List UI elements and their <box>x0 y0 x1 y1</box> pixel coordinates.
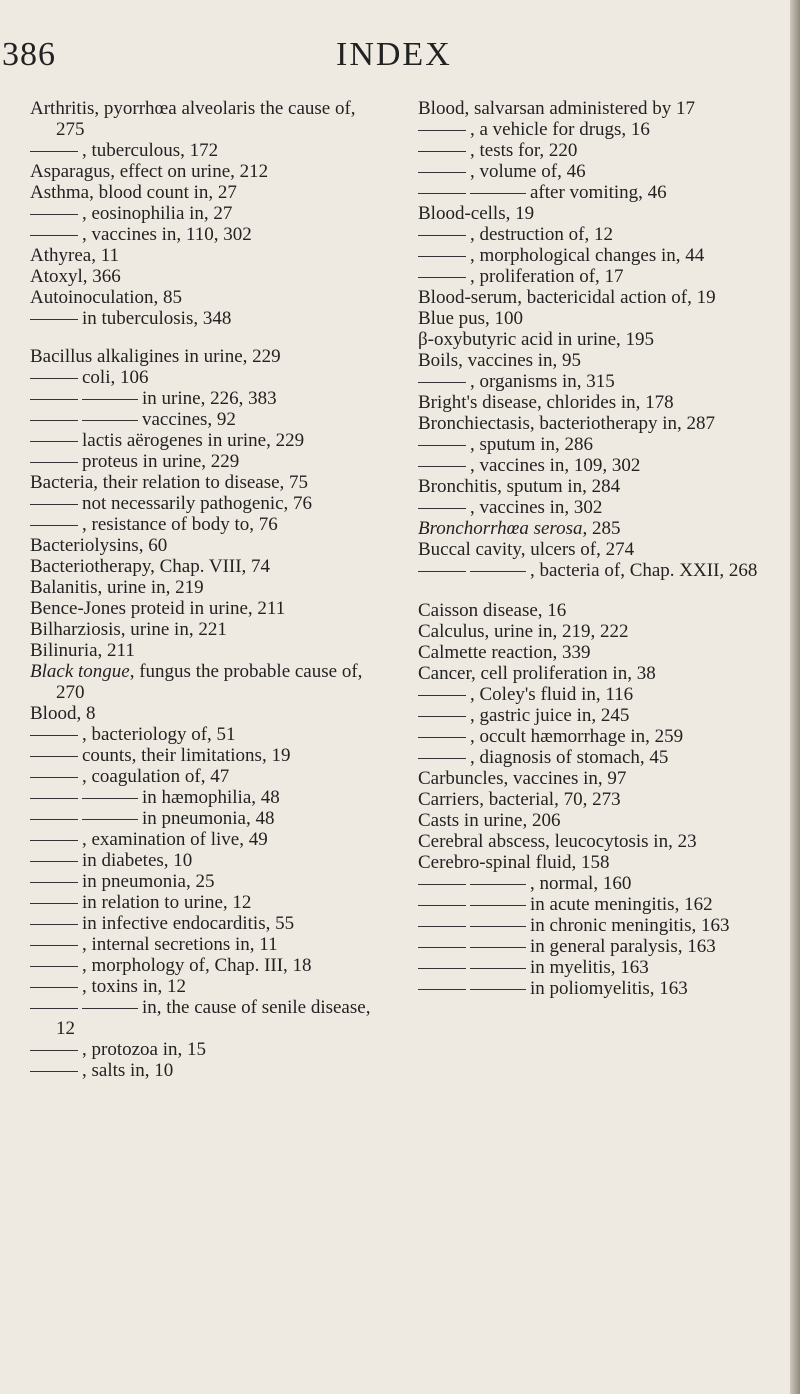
entry-text: not necessarily pathogenic, 76 <box>82 493 313 514</box>
entry-text: , vaccines in, 302 <box>470 497 603 518</box>
index-entry <box>30 745 380 766</box>
entry-text: , morphological changes in, 44 <box>470 245 705 266</box>
repeat-dash <box>30 819 78 820</box>
index-entry <box>30 367 380 388</box>
entry-text: Athyrea, 11 <box>30 245 119 266</box>
index-entry <box>418 768 770 789</box>
index-entry <box>30 871 380 892</box>
index-entry <box>418 476 770 497</box>
entry-text: coli, 106 <box>82 367 149 388</box>
entry-text: in relation to urine, 12 <box>82 892 252 913</box>
index-entry <box>418 705 770 726</box>
index-entry <box>30 430 380 451</box>
entry-text: Asthma, blood count in, 27 <box>30 182 237 203</box>
index-entry <box>30 203 380 224</box>
entry-text: Bacteria, their relation to disease, 75 <box>30 472 309 493</box>
index-entry <box>30 934 380 955</box>
entry-text: , volume of, 46 <box>470 161 586 182</box>
entry-text: , resistance of body to, 76 <box>82 514 278 535</box>
entry-text: , tuberculous, 172 <box>82 140 219 161</box>
repeat-dash <box>82 1008 138 1009</box>
index-entry <box>418 119 770 140</box>
index-entry <box>418 978 770 999</box>
index-entry <box>418 747 770 768</box>
repeat-dash <box>82 420 138 421</box>
repeat-dash <box>418 695 466 696</box>
repeat-dash <box>418 884 466 885</box>
repeat-dash <box>30 861 78 862</box>
entry-text: , organisms in, 315 <box>470 371 615 392</box>
index-entry <box>418 873 770 894</box>
entry-text: Bacteriolysins, 60 <box>30 535 168 556</box>
index-entry <box>30 514 380 535</box>
entry-text: after vomiting, 46 <box>530 182 667 203</box>
repeat-dash <box>82 819 138 820</box>
entry-text: Cancer, cell proliferation in, 38 <box>418 663 656 684</box>
index-entry <box>418 621 770 642</box>
repeat-dash <box>418 508 466 509</box>
repeat-dash <box>418 130 466 131</box>
index-entry <box>418 245 770 266</box>
index-entry <box>30 98 380 140</box>
index-entry <box>30 850 380 871</box>
repeat-dash <box>30 924 78 925</box>
repeat-dash <box>418 758 466 759</box>
repeat-dash <box>418 382 466 383</box>
repeat-dash <box>30 378 78 379</box>
entry-text: , gastric juice in, 245 <box>470 705 630 726</box>
repeat-dash <box>470 926 526 927</box>
repeat-dash <box>418 445 466 446</box>
index-entry <box>418 936 770 957</box>
entry-text: Casts in urine, 206 <box>418 810 561 831</box>
index-entry <box>418 789 770 810</box>
repeat-dash <box>418 716 466 717</box>
index-entry <box>418 182 770 203</box>
repeat-dash <box>30 966 78 967</box>
index-entry <box>418 642 770 663</box>
entry-text: , a vehicle for drugs, 16 <box>470 119 650 140</box>
entry-text: proteus in urine, 229 <box>82 451 240 472</box>
repeat-dash <box>470 989 526 990</box>
entry-text: Calmette reaction, 339 <box>418 642 591 663</box>
entry-text: in chronic meningitis, 163 <box>530 915 730 936</box>
entry-text: lactis aërogenes in urine, 229 <box>82 430 305 451</box>
repeat-dash <box>30 214 78 215</box>
repeat-dash <box>30 151 78 152</box>
page-number: 386 <box>2 36 56 73</box>
entry-text: Blood-serum, bactericidal action of, 19 <box>418 287 716 308</box>
entry-text: , toxins in, 12 <box>82 976 186 997</box>
index-entry <box>418 518 770 539</box>
repeat-dash <box>470 905 526 906</box>
index-entry <box>418 266 770 287</box>
entry-text: Buccal cavity, ulcers of, 274 <box>418 539 635 560</box>
repeat-dash <box>30 420 78 421</box>
index-entry <box>418 161 770 182</box>
entry-text: Carriers, bacterial, 70, 273 <box>418 789 621 810</box>
index-entry <box>30 346 380 367</box>
index-entry <box>418 810 770 831</box>
repeat-dash <box>30 504 78 505</box>
index-entry <box>418 140 770 161</box>
index-entry <box>30 955 380 976</box>
repeat-dash <box>418 947 466 948</box>
entry-text: Blue pus, 100 <box>418 308 524 329</box>
index-entry <box>418 560 770 581</box>
entry-text: , examination of live, 49 <box>82 829 268 850</box>
section-gap <box>418 581 770 600</box>
entry-text: Bronchiectasis, bacteriotherapy in, 287 <box>418 413 716 434</box>
repeat-dash <box>30 1071 78 1072</box>
entry-text: vaccines, 92 <box>142 409 236 430</box>
entry-text: Bacteriotherapy, Chap. VIII, 74 <box>30 556 271 577</box>
repeat-dash <box>470 193 526 194</box>
index-entry <box>30 556 380 577</box>
entry-text: in myelitis, 163 <box>530 957 649 978</box>
repeat-dash <box>30 798 78 799</box>
entry-text: , coagulation of, 47 <box>82 766 230 787</box>
entry-text: , salts in, 10 <box>82 1060 174 1081</box>
index-entry <box>418 957 770 978</box>
repeat-dash <box>30 525 78 526</box>
entry-text: , sputum in, 286 <box>470 434 593 455</box>
index-entry <box>418 413 770 434</box>
entry-italic-term: Black tongue <box>30 661 130 682</box>
index-entry <box>30 287 380 308</box>
entry-text: Bright's disease, chlorides in, 178 <box>418 392 674 413</box>
entry-text: Boils, vaccines in, 95 <box>418 350 582 371</box>
entry-text: Carbuncles, vaccines in, 97 <box>418 768 627 789</box>
index-entry <box>30 661 380 703</box>
index-entry <box>30 913 380 934</box>
repeat-dash <box>418 235 466 236</box>
entry-text: Blood, 8 <box>30 703 96 724</box>
entry-text: Bronchitis, sputum in, 284 <box>418 476 621 497</box>
entry-text: , protozoa in, 15 <box>82 1039 207 1060</box>
entry-text: , internal secretions in, 11 <box>82 934 278 955</box>
repeat-dash <box>418 256 466 257</box>
entry-text: in pneumonia, 25 <box>82 871 215 892</box>
index-entry <box>30 703 380 724</box>
repeat-dash <box>418 466 466 467</box>
book-edge <box>790 0 800 1394</box>
index-entry <box>30 577 380 598</box>
repeat-dash <box>30 462 78 463</box>
entry-text: , proliferation of, 17 <box>470 266 624 287</box>
repeat-dash <box>30 777 78 778</box>
entry-text: in poliomyelitis, 163 <box>530 978 688 999</box>
index-entry <box>30 724 380 745</box>
repeat-dash <box>30 1008 78 1009</box>
index-entry <box>30 224 380 245</box>
entry-text: , diagnosis of stomach, 45 <box>470 747 669 768</box>
index-entry <box>30 245 380 266</box>
entry-text: , occult hæmorrhage in, 259 <box>470 726 684 747</box>
repeat-dash <box>418 571 466 572</box>
entry-text: , bacteria of, Chap. XXII, 268 <box>530 560 758 581</box>
index-entry <box>30 409 380 430</box>
repeat-dash <box>30 319 78 320</box>
left-column <box>30 98 380 1081</box>
repeat-dash <box>30 399 78 400</box>
index-entry <box>418 684 770 705</box>
repeat-dash <box>418 926 466 927</box>
entry-text: Cerebro-spinal fluid, 158 <box>418 852 610 873</box>
index-entry <box>30 619 380 640</box>
repeat-dash <box>82 798 138 799</box>
repeat-dash <box>30 945 78 946</box>
index-entry <box>30 976 380 997</box>
entry-text: in, the cause of senile disease, 12 <box>56 997 371 1039</box>
repeat-dash <box>470 571 526 572</box>
repeat-dash <box>418 737 466 738</box>
entry-text: Bilharziosis, urine in, 221 <box>30 619 227 640</box>
entry-text: Asparagus, effect on urine, 212 <box>30 161 269 182</box>
entry-text: Balanitis, urine in, 219 <box>30 577 204 598</box>
repeat-dash <box>30 735 78 736</box>
repeat-dash <box>82 399 138 400</box>
entry-text: Caisson disease, 16 <box>418 600 567 621</box>
index-entry <box>418 600 770 621</box>
entry-text: Arthritis, pyorrhœa alveolaris the cause of, 275 <box>30 98 356 140</box>
entry-text: counts, their limitations, 19 <box>82 745 291 766</box>
index-entry <box>418 203 770 224</box>
index-entry <box>418 915 770 936</box>
index-entry <box>418 434 770 455</box>
entry-text: , 285 <box>582 518 621 539</box>
entry-text: in infective endocarditis, 55 <box>82 913 295 934</box>
entry-text: Bacillus alkaligines in urine, 229 <box>30 346 281 367</box>
entry-text: in pneumonia, 48 <box>142 808 275 829</box>
entry-text: , morphology of, Chap. III, 18 <box>82 955 312 976</box>
index-entry <box>30 472 380 493</box>
entry-text: , destruction of, 12 <box>470 224 614 245</box>
index-entry <box>418 831 770 852</box>
index-entry <box>30 308 380 329</box>
entry-text: in general paralysis, 163 <box>530 936 716 957</box>
repeat-dash <box>30 903 78 904</box>
index-entry <box>418 371 770 392</box>
entry-text: Autoinoculation, 85 <box>30 287 182 308</box>
index-entry <box>30 787 380 808</box>
entry-text: in hæmophilia, 48 <box>142 787 280 808</box>
index-entry <box>30 997 380 1039</box>
index-entry <box>30 451 380 472</box>
index-entry <box>418 308 770 329</box>
entry-text: Calculus, urine in, 219, 222 <box>418 621 629 642</box>
index-entry <box>30 766 380 787</box>
index-entry <box>30 266 380 287</box>
entry-text: , bacteriology of, 51 <box>82 724 236 745</box>
index-entry <box>418 455 770 476</box>
index-entry <box>418 852 770 873</box>
section-gap <box>30 329 380 346</box>
repeat-dash <box>470 884 526 885</box>
repeat-dash <box>30 1050 78 1051</box>
page-title: INDEX <box>336 36 452 73</box>
entry-text: in tuberculosis, 348 <box>82 308 232 329</box>
repeat-dash <box>418 989 466 990</box>
repeat-dash <box>418 277 466 278</box>
entry-text: , Coley's fluid in, 116 <box>470 684 634 705</box>
index-entry <box>30 808 380 829</box>
repeat-dash <box>418 193 466 194</box>
index-entry <box>30 493 380 514</box>
index-entry <box>30 1039 380 1060</box>
entry-text: , tests for, 220 <box>470 140 578 161</box>
index-entry <box>418 224 770 245</box>
index-entry <box>418 329 770 350</box>
entry-text: in acute meningitis, 162 <box>530 894 713 915</box>
entry-text: Blood, salvarsan administered by 17 <box>418 98 696 119</box>
entry-text: Atoxyl, 366 <box>30 266 121 287</box>
repeat-dash <box>30 882 78 883</box>
repeat-dash <box>418 905 466 906</box>
index-entry <box>418 287 770 308</box>
index-entry <box>30 829 380 850</box>
repeat-dash <box>418 151 466 152</box>
index-entry <box>418 98 770 119</box>
entry-italic-term: Bronchorrhœa serosa <box>418 518 583 539</box>
index-entry <box>30 182 380 203</box>
index-entry <box>30 161 380 182</box>
entry-text: Bence-Jones proteid in urine, 211 <box>30 598 286 619</box>
repeat-dash <box>30 441 78 442</box>
index-entry <box>418 350 770 371</box>
index-entry <box>418 663 770 684</box>
index-entry <box>418 392 770 413</box>
repeat-dash <box>30 840 78 841</box>
index-entry <box>30 892 380 913</box>
index-entry <box>418 497 770 518</box>
entry-text: Cerebral abscess, leucocytosis in, 23 <box>418 831 697 852</box>
repeat-dash <box>418 968 466 969</box>
entry-text: , vaccines in, 109, 302 <box>470 455 641 476</box>
repeat-dash <box>418 172 466 173</box>
index-entry <box>30 598 380 619</box>
index-entry <box>30 640 380 661</box>
repeat-dash <box>30 756 78 757</box>
entry-text: , normal, 160 <box>530 873 632 894</box>
entry-text: , eosinophilia in, 27 <box>82 203 233 224</box>
repeat-dash <box>470 947 526 948</box>
right-column <box>418 98 770 999</box>
repeat-dash <box>30 987 78 988</box>
repeat-dash <box>470 968 526 969</box>
entry-text: in diabetes, 10 <box>82 850 193 871</box>
entry-text: in urine, 226, 383 <box>142 388 277 409</box>
entry-text: Bilinuria, 211 <box>30 640 135 661</box>
index-entry <box>30 388 380 409</box>
index-entry <box>30 535 380 556</box>
index-entry <box>418 539 770 560</box>
entry-text: Blood-cells, 19 <box>418 203 535 224</box>
entry-text: β-oxybutyric acid in urine, 195 <box>418 329 655 350</box>
index-entry <box>418 894 770 915</box>
entry-text: , vaccines in, 110, 302 <box>82 224 252 245</box>
repeat-dash <box>30 235 78 236</box>
index-entry <box>418 726 770 747</box>
entry-text: , fungus the probable cause of, 270 <box>56 661 363 703</box>
index-entry <box>30 140 380 161</box>
index-entry <box>30 1060 380 1081</box>
